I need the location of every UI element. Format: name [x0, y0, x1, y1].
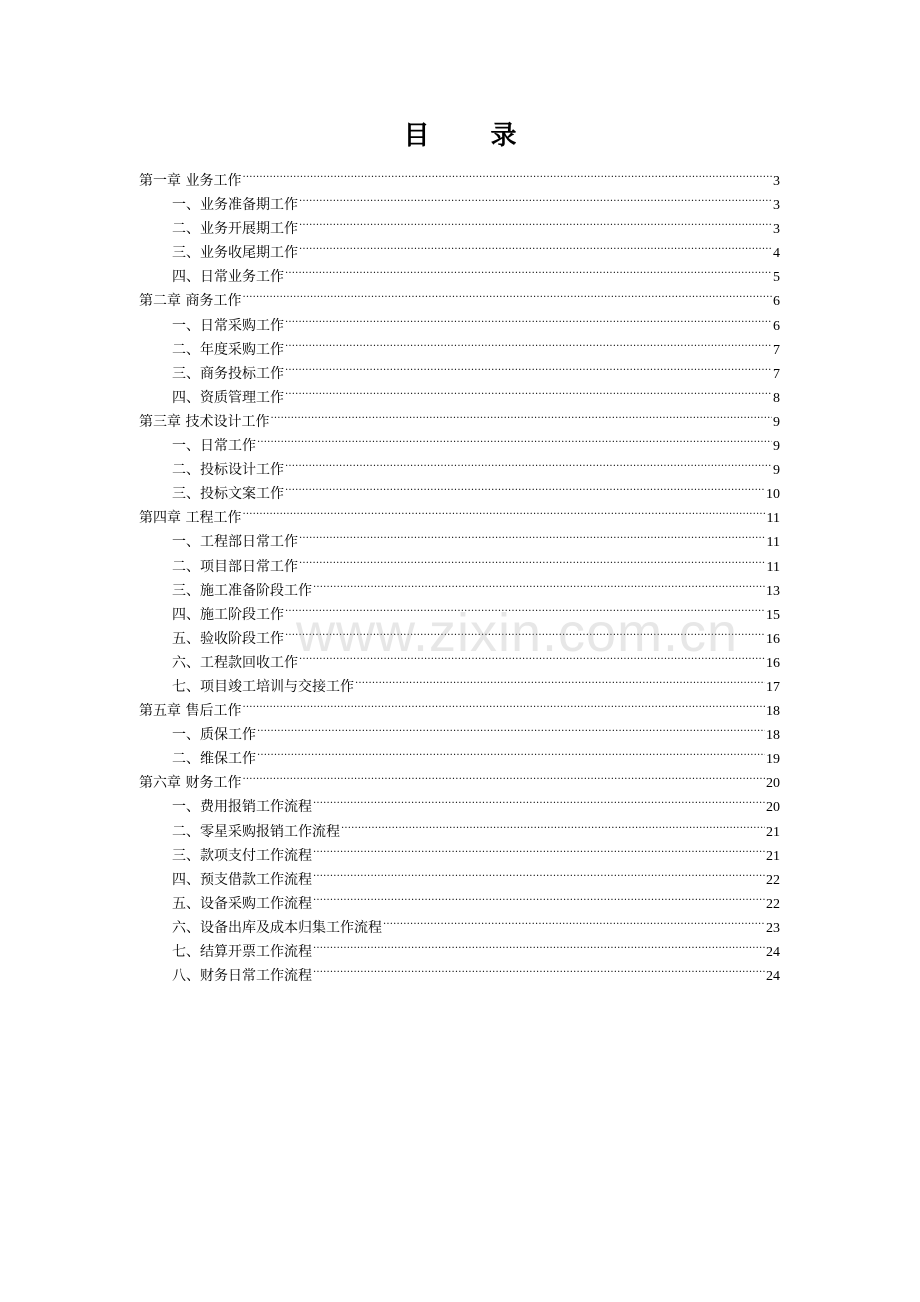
toc-page-number: 4: [773, 246, 780, 262]
toc-entry-label: 二、投标设计工作: [172, 462, 284, 479]
toc-page-number: 3: [773, 174, 780, 189]
toc-dot-leader: [285, 306, 772, 330]
toc-page-number: 22: [766, 896, 780, 912]
toc-entry-label: 二、零星采购报销工作流程: [172, 823, 340, 840]
toc-dot-leader: [242, 498, 765, 522]
toc-page-number: 7: [773, 366, 780, 382]
toc-page-number: 18: [766, 704, 780, 720]
page-title: 目 录: [403, 121, 543, 151]
toc-entry-label: 一、日常工作: [172, 438, 256, 455]
toc-page-number: 7: [773, 342, 780, 358]
toc-page-number: 24: [766, 969, 780, 985]
toc-dot-leader: [257, 715, 765, 739]
toc-entry-label: 三、款项支付工作流程: [172, 847, 312, 864]
toc-dot-leader: [313, 836, 765, 860]
toc-entry-label: 第四章 工程工作: [139, 510, 242, 527]
toc-chapter-entry[interactable]: [139, 161, 780, 189]
table-of-contents: [139, 161, 780, 985]
toc-dot-leader: [299, 522, 766, 546]
toc-entry-label: 第三章 技术设计工作: [139, 413, 270, 430]
toc-entry-label: 二、维保工作: [172, 751, 256, 768]
toc-page-number: 10: [766, 487, 780, 503]
toc-dot-leader: [355, 667, 765, 691]
toc-dot-leader: [270, 402, 772, 426]
toc-dot-leader: [257, 426, 772, 450]
toc-page-number: 6: [773, 294, 780, 310]
toc-entry-label: 六、工程款回收工作: [172, 654, 298, 671]
toc-dot-leader: [313, 884, 765, 908]
toc-entry-label: 一、质保工作: [172, 727, 256, 744]
toc-entry-label: 五、设备采购工作流程: [172, 895, 312, 912]
toc-entry-label: 第六章 财务工作: [139, 775, 242, 792]
toc-entry-label: 二、项目部日常工作: [172, 558, 298, 575]
toc-dot-leader: [299, 643, 765, 667]
toc-entry-label: 七、结算开票工作流程: [172, 944, 312, 960]
watermark: www.zixin.com.cn: [296, 603, 739, 663]
toc-entry-label: 三、商务投标工作: [172, 365, 284, 382]
toc-dot-leader: [285, 257, 772, 281]
toc-page-number: 21: [766, 824, 780, 840]
toc-entry-label: 三、业务收尾期工作: [172, 245, 298, 262]
toc-entry-label: 三、施工准备阶段工作: [172, 582, 312, 599]
toc-page-number: 19: [766, 752, 780, 768]
toc-dot-leader: [299, 209, 772, 233]
toc-entry-label: 一、费用报销工作流程: [172, 799, 312, 816]
toc-page-number: 23: [766, 920, 780, 936]
toc-entry-label: 八、财务日常工作流程: [172, 968, 312, 985]
toc-page-number: 16: [766, 655, 780, 671]
toc-page-number: 20: [766, 800, 780, 816]
toc-dot-leader: [242, 763, 765, 787]
toc-page-number: 9: [773, 414, 780, 430]
toc-dot-leader: [242, 281, 772, 305]
toc-dot-leader: [313, 571, 765, 595]
toc-dot-leader: [285, 330, 772, 354]
toc-dot-leader: [341, 812, 765, 836]
toc-page-number: 8: [773, 390, 780, 406]
toc-page-number: 9: [773, 463, 780, 479]
toc-dot-leader: [285, 474, 765, 498]
toc-entry-label: 四、资质管理工作: [172, 389, 284, 406]
toc-entry-label: 第一章 业务工作: [139, 173, 242, 189]
toc-dot-leader: [242, 161, 772, 185]
toc-page-number: 22: [766, 872, 780, 888]
toc-page-number: 18: [766, 728, 780, 744]
toc-page-number: 24: [766, 945, 780, 960]
toc-page-number: 21: [766, 848, 780, 864]
toc-dot-leader: [257, 739, 765, 763]
toc-page-number: 3: [773, 198, 780, 214]
toc-dot-leader: [285, 354, 772, 378]
toc-entry-label: 二、业务开展期工作: [172, 221, 298, 238]
toc-entry-label: 六、设备出库及成本归集工作流程: [172, 919, 382, 936]
toc-page-number: 15: [766, 607, 780, 623]
toc-entry-label: 第五章 售后工作: [139, 703, 242, 720]
toc-page-number: 5: [773, 270, 780, 286]
toc-page-number: 6: [773, 318, 780, 334]
toc-page-number: 9: [773, 439, 780, 455]
toc-page-number: 16: [766, 631, 780, 647]
toc-page-number: 13: [766, 583, 780, 599]
toc-entry-label: 一、业务准备期工作: [172, 197, 298, 214]
toc-entry-label: 四、施工阶段工作: [172, 606, 284, 623]
toc-page-number: 11: [766, 559, 780, 575]
toc-entry-label: 一、日常采购工作: [172, 317, 284, 334]
toc-dot-leader: [383, 908, 765, 932]
toc-entry-label: 四、预支借款工作流程: [172, 871, 312, 888]
toc-page-number: 3: [773, 222, 780, 238]
toc-page-number: 20: [766, 776, 780, 792]
toc-entry-label: 二、年度采购工作: [172, 341, 284, 358]
toc-entry-label: 五、验收阶段工作: [172, 630, 284, 647]
toc-entry-label: 第二章 商务工作: [139, 293, 242, 310]
toc-dot-leader: [313, 932, 765, 956]
toc-dot-leader: [313, 860, 765, 884]
toc-entry-label: 三、投标文案工作: [172, 486, 284, 503]
toc-dot-leader: [313, 956, 765, 980]
toc-dot-leader: [285, 450, 772, 474]
toc-page-number: 11: [766, 511, 780, 527]
toc-entry-label: 七、项目竣工培训与交接工作: [172, 678, 354, 695]
toc-page-number: 17: [766, 679, 780, 695]
toc-dot-leader: [299, 547, 766, 571]
toc-dot-leader: [313, 787, 765, 811]
toc-entry-label: 一、工程部日常工作: [172, 534, 298, 551]
toc-dot-leader: [299, 185, 772, 209]
toc-dot-leader: [242, 691, 765, 715]
toc-page-number: 11: [766, 535, 780, 551]
toc-dot-leader: [299, 233, 772, 257]
toc-entry-label: 四、日常业务工作: [172, 269, 284, 286]
toc-dot-leader: [285, 595, 765, 619]
toc-dot-leader: [285, 378, 772, 402]
toc-dot-leader: [285, 619, 765, 643]
